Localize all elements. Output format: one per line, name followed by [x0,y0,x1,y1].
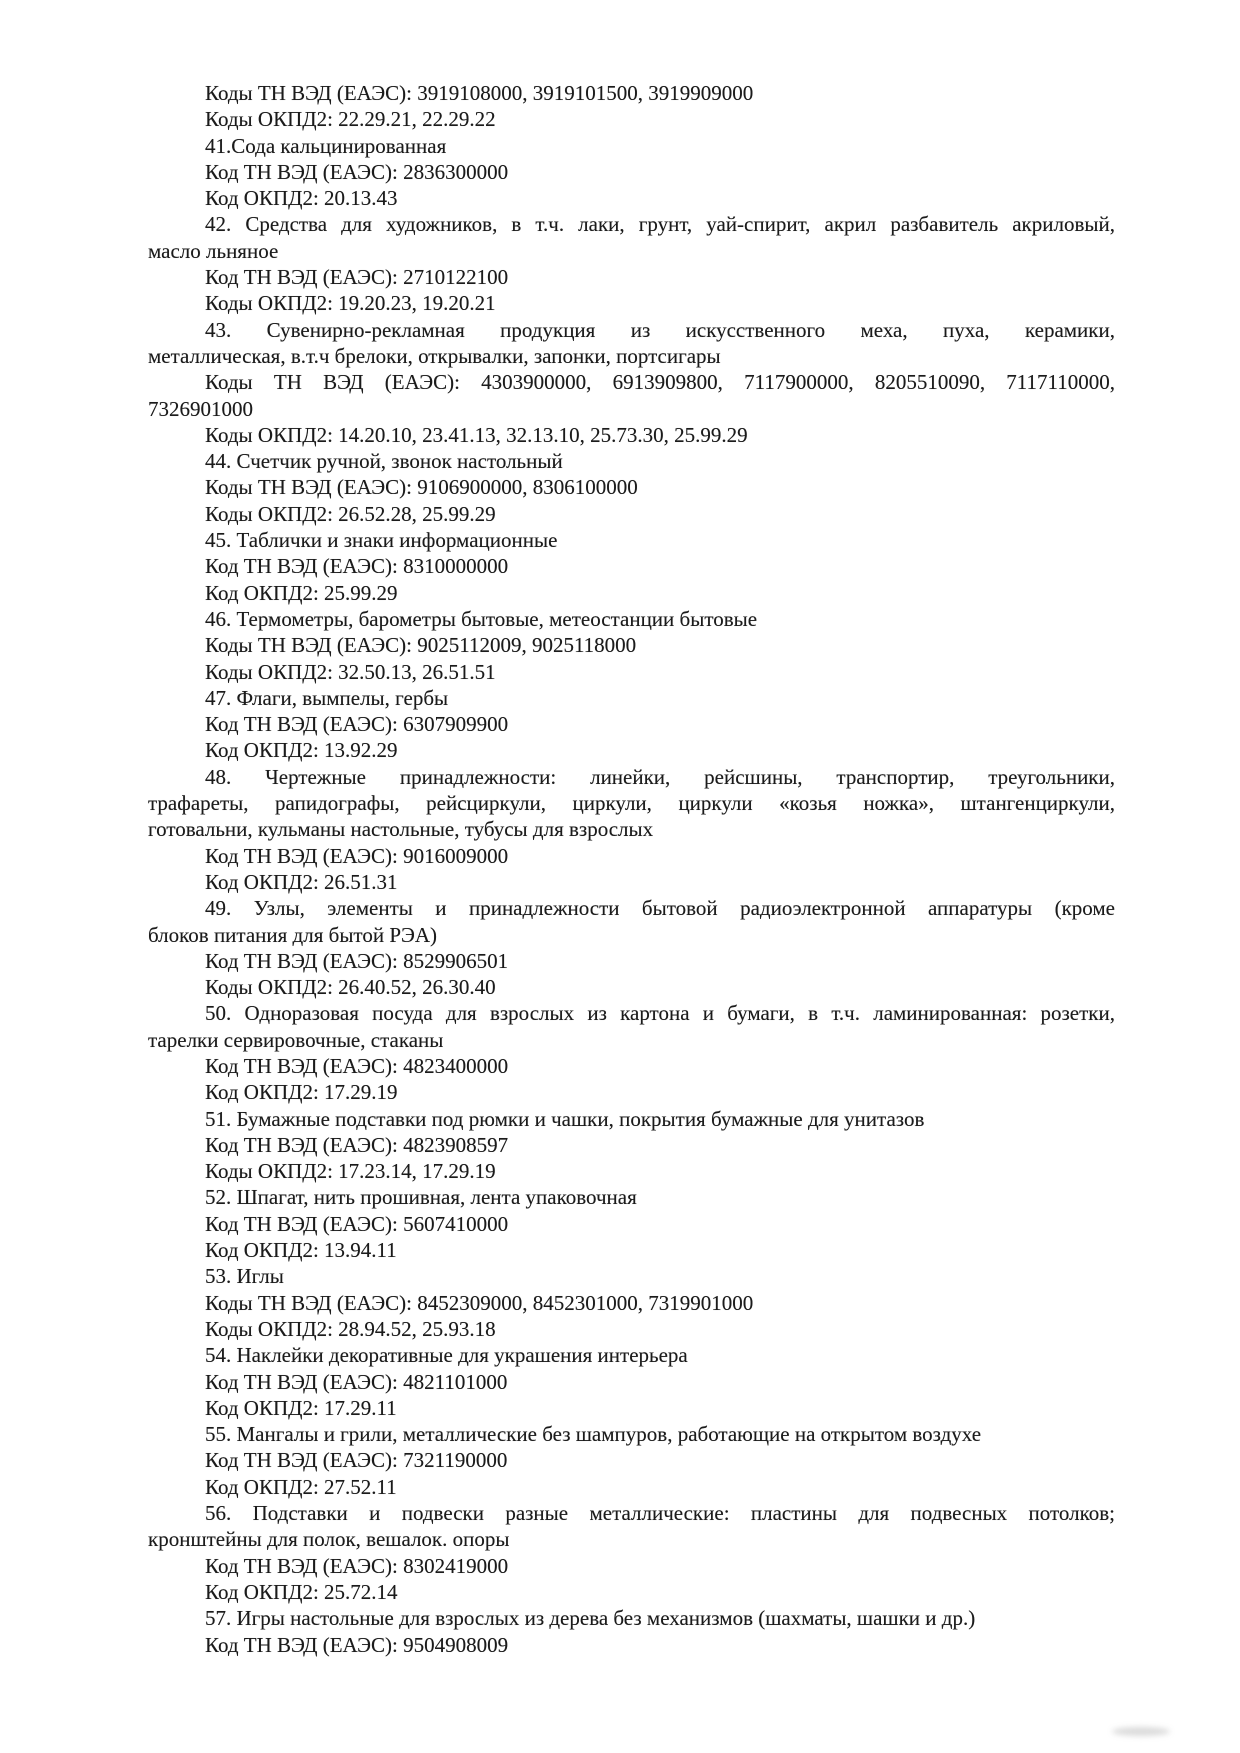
text-line: Коды ТН ВЭД (ЕАЭС): 4303900000, 6913909800, 7117900000, 8205510090, 7117110000, [205,370,1115,395]
text-line: Код ОКПД2: 26.51.31 [205,869,398,894]
text-line: тарелки сервировочные, стаканы [148,1027,444,1052]
document-text-block [148,80,1115,1658]
text-line: 7326901000 [148,396,253,421]
text-line: Коды ТН ВЭД (ЕАЭС): 3919108000, 3919101500, 3919909000 [205,81,754,105]
text-line: 55. Мангалы и грили, металлические без шампуров, работающие на открытом воздухе [205,1422,982,1447]
text-line: 45. Таблички и знаки информационные [205,528,558,553]
text-line: Коды ОКПД2: 22.29.21, 22.29.22 [205,107,496,132]
text-line: Код ОКПД2: 25.99.29 [205,580,398,605]
text-line: 48. Чертежные принадлежности: линейки, рейсшины, транспортир, треугольники, [205,764,1115,789]
text-line: Код ТН ВЭД (ЕАЭС): 8529906501 [205,948,509,973]
text-line: Код ТН ВЭД (ЕАЭС): 2836300000 [205,159,509,184]
text-line: 57. Игры настольные для взрослых из дерева без механизмов (шахматы, шашки и др.) [205,1606,976,1631]
text-line: 56. Подставки и подвески разные металлические: пластины для подвесных потолков; [205,1501,1115,1526]
text-line: блоков питания для бытой РЭА) [148,922,438,947]
text-line: Код ОКПД2: 27.52.11 [205,1474,397,1499]
text-line: 54. Наклейки декоративные для украшения интерьера [205,1343,688,1368]
text-line: Код ОКПД2: 17.29.11 [205,1395,397,1420]
text-line: 50. Одноразовая посуда для взрослых из картона и бумаги, в т.ч. ламинированная: розетки, [205,1001,1115,1026]
text-line: Коды ТН ВЭД (ЕАЭС): 9106900000, 8306100000 [205,475,638,500]
text-line: Код ТН ВЭД (ЕАЭС): 8310000000 [205,554,509,579]
text-line: масло льняное [148,238,279,263]
text-line: Код ТН ВЭД (ЕАЭС): 8302419000 [205,1553,509,1578]
text-line: трафареты, рапидографы, рейсциркули, циркули, циркули «козья ножка», штангенциркули, [148,791,1115,816]
text-line: Коды ОКПД2: 19.20.23, 19.20.21 [205,291,496,316]
text-line: 52. Шпагат, нить прошивная, лента упаковочная [205,1185,637,1210]
text-line: кронштейны для полок, вешалок. опоры [148,1527,510,1552]
text-line: Коды ТН ВЭД (ЕАЭС): 8452309000, 8452301000, 7319901000 [205,1290,754,1315]
text-line: Код ТН ВЭД (ЕАЭС): 5607410000 [205,1211,509,1236]
text-line: Код ТН ВЭД (ЕАЭС): 9016009000 [205,843,509,868]
text-line: 43. Сувенирно-рекламная продукция из искусственного меха, пуха, керамики, [205,317,1115,342]
text-line: Код ОКПД2: 20.13.43 [205,186,398,211]
text-line: Код ТН ВЭД (ЕАЭС): 9504908009 [205,1632,509,1657]
text-line: 51. Бумажные подставки под рюмки и чашки, покрытия бумажные для унитазов [205,1106,925,1131]
text-line: Код ТН ВЭД (ЕАЭС): 2710122100 [205,265,509,290]
text-line: Код ТН ВЭД (ЕАЭС): 7321190000 [205,1448,508,1473]
text-line: металлическая, в.т.ч брелоки, открывалки, запонки, портсигары [148,343,721,368]
text-line: готовальни, кульманы настольные, тубусы для взрослых [148,817,654,842]
text-line: Код ОКПД2: 25.72.14 [205,1579,398,1604]
text-line: Коды ОКПД2: 17.23.14, 17.29.19 [205,1159,496,1184]
text-line: Код ТН ВЭД (ЕАЭС): 4821101000 [205,1369,508,1394]
text-line: 49. Узлы, элементы и принадлежности бытовой радиоэлектронной аппаратуры (кроме [205,896,1115,921]
text-line: Коды ОКПД2: 32.50.13, 26.51.51 [205,659,496,684]
text-line: Коды ТН ВЭД (ЕАЭС): 9025112009, 9025118000 [205,633,637,658]
text-line: Код ОКПД2: 17.29.19 [205,1080,398,1105]
text-line: Код ТН ВЭД (ЕАЭС): 4823400000 [205,1053,509,1078]
text-line: Коды ОКПД2: 26.52.28, 25.99.29 [205,501,496,526]
text-line: 42. Средства для художников, в т.ч. лаки, грунт, уай-спирит, акрил разбавитель акриловый, [205,212,1115,237]
scan-artifact [1112,1727,1170,1736]
text-line: Коды ОКПД2: 14.20.10, 23.41.13, 32.13.10, 25.73.30, 25.99.29 [205,422,748,447]
text-line: 41.Сода кальцинированная [205,133,447,158]
text-line: Коды ОКПД2: 28.94.52, 25.93.18 [205,1316,496,1341]
text-line: 44. Счетчик ручной, звонок настольный [205,449,563,474]
text-line: Код ОКПД2: 13.94.11 [205,1238,397,1263]
text-line: 47. Флаги, вымпелы, гербы [205,685,449,710]
text-line: 53. Иглы [205,1264,284,1289]
text-line: Код ОКПД2: 13.92.29 [205,738,398,763]
text-line: Коды ОКПД2: 26.40.52, 26.30.40 [205,975,496,1000]
text-line: Код ТН ВЭД (ЕАЭС): 4823908597 [205,1132,509,1157]
text-line: Код ТН ВЭД (ЕАЭС): 6307909900 [205,712,509,737]
text-line: 46. Термометры, барометры бытовые, метеостанции бытовые [205,606,758,631]
